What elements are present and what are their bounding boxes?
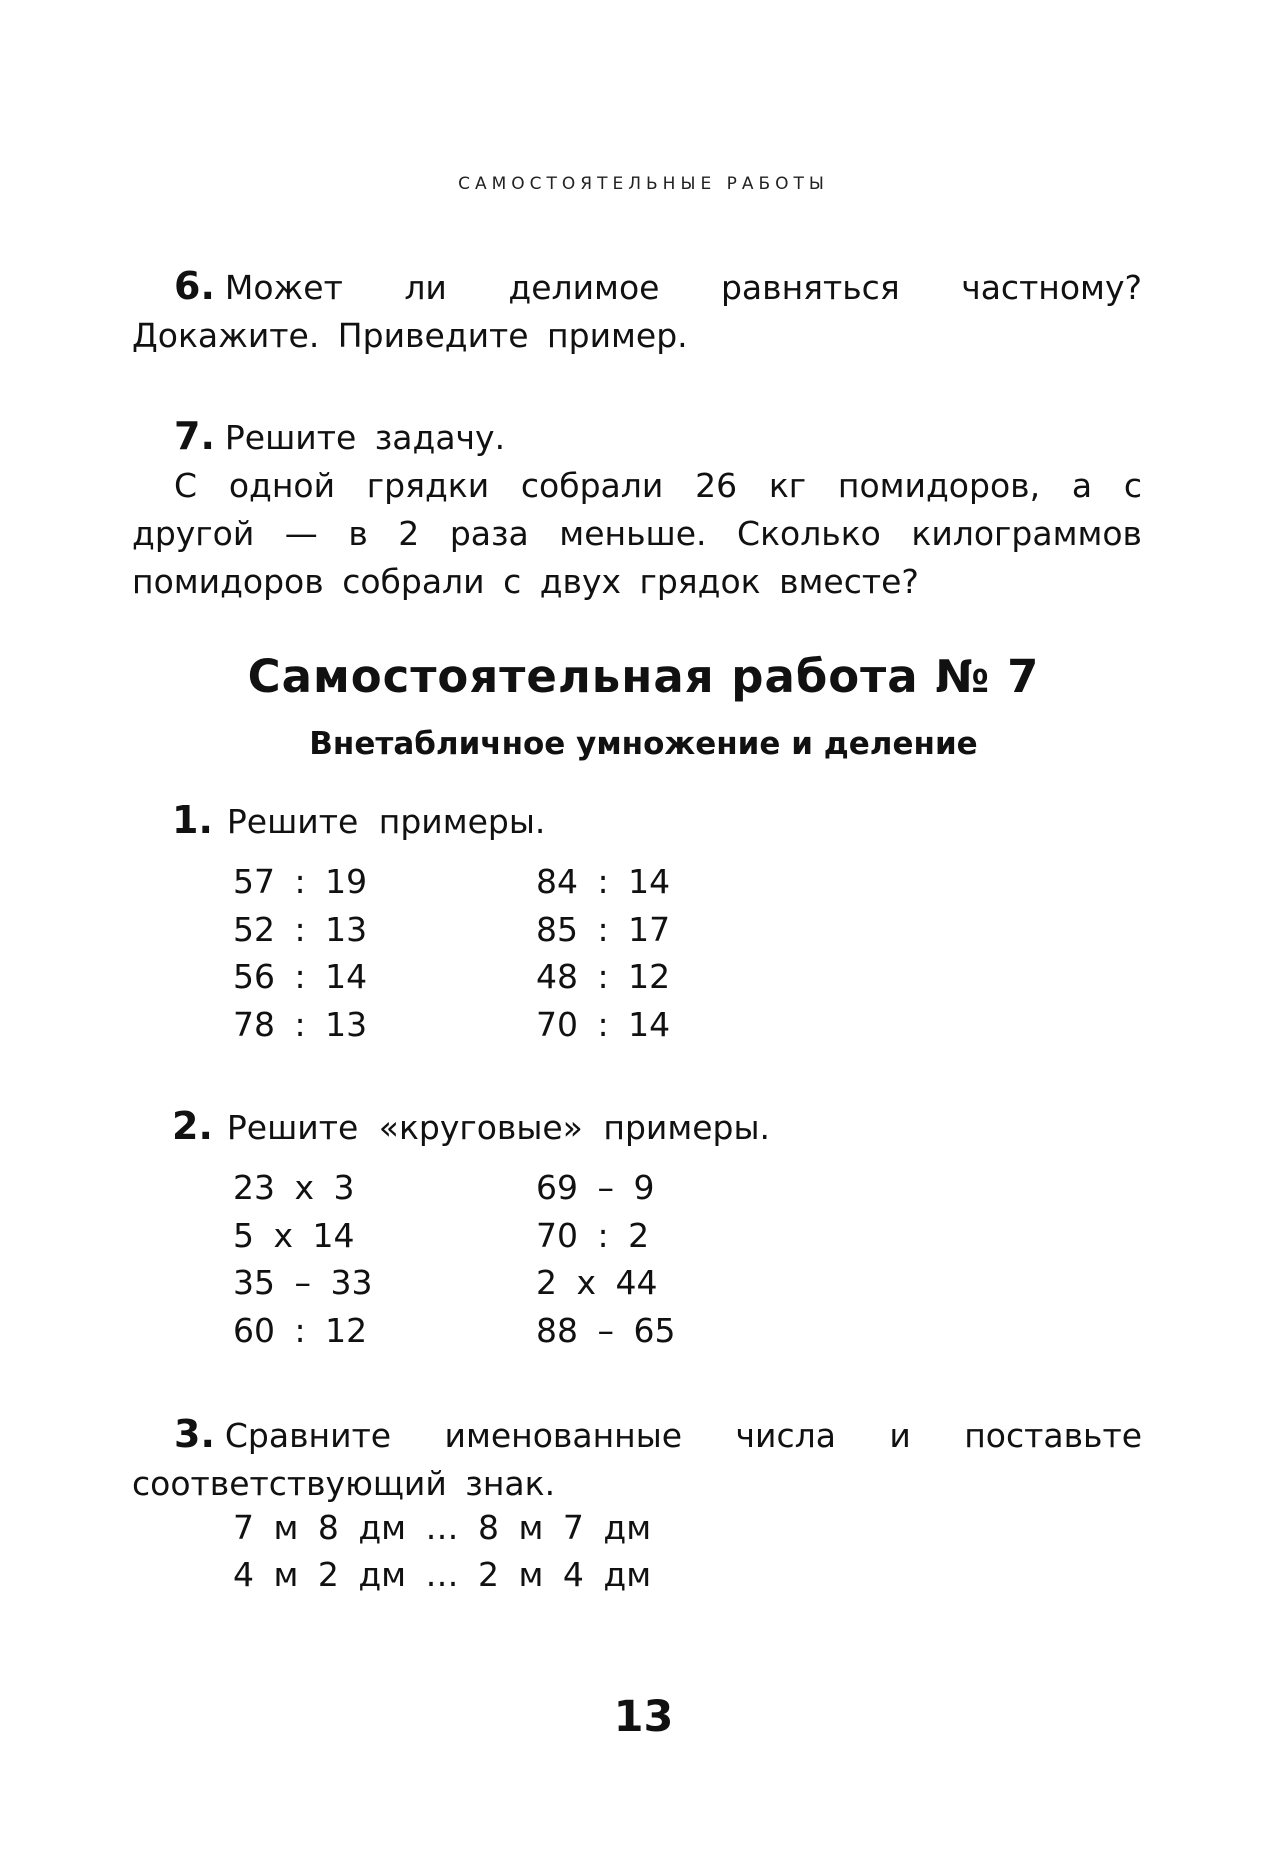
exercise-1-examples [233,862,833,1052]
exercise-3-number: 3. [174,1412,215,1456]
task-6-paragraph [132,262,1142,360]
example-right: 70 : 2 [536,1215,650,1255]
task-7-problem: С одной грядки собрали 26 кг помидоров, а с другой — в 2 раза меньше. Сколько килограммов помидоров собрали с двух грядок вместе? [132,466,1142,601]
example-right: 2 x 44 [536,1263,658,1302]
example-left: 5 x 14 [233,1215,355,1255]
exercise-2-examples [233,1168,833,1358]
exercise-1-heading-line [172,798,545,842]
comparison-line: 4 м 2 дм … 2 м 4 дм [233,1555,652,1594]
exercise-3-paragraph [132,1410,1142,1508]
example-row [233,1216,833,1264]
running-header: САМОСТОЯТЕЛЬНЫЕ РАБОТЫ [458,174,829,194]
exercise-1-number: 1. [172,798,213,842]
example-right: 85 : 17 [536,909,671,949]
comparison-line: 7 м 8 дм … 8 м 7 дм [233,1508,652,1547]
exercise-3-comparisons [233,1508,651,1602]
example-left: 57 : 19 [233,862,368,901]
example-right: 69 – 9 [536,1168,655,1207]
example-left: 35 – 33 [233,1263,373,1302]
example-left: 78 : 13 [233,1004,368,1044]
example-right: 48 : 12 [536,957,671,996]
example-row [233,1311,833,1359]
section-title: Самостоятельная работа № 7 [247,650,1040,703]
example-left: 56 : 14 [233,957,368,996]
example-right: 84 : 14 [536,862,671,901]
example-row [233,1168,833,1216]
task-7-heading: Решите задачу. [224,418,506,457]
task-7 [132,412,1142,606]
example-left: 23 x 3 [233,1168,355,1207]
exercise-3-text: Сравните именованные числа и поставьте соответствующий знак. [132,1416,1142,1503]
example-left: 52 : 13 [233,909,368,949]
task-6 [132,262,1142,360]
task-6-text: Может ли делимое равняться частному? Докажите. Приведите пример. [132,268,1142,355]
task-7-number: 7. [174,414,215,458]
task-6-number: 6. [174,264,215,308]
example-row [233,957,833,1005]
exercise-2-heading-line [172,1104,770,1148]
example-row [233,1005,833,1053]
example-row [233,862,833,910]
example-right: 88 – 65 [536,1310,676,1350]
example-row [233,910,833,958]
example-right: 70 : 14 [536,1004,671,1044]
page-number: 13 [613,1692,674,1742]
exercise-3 [132,1410,1142,1508]
task-7-heading-line [132,412,1142,462]
example-left: 60 : 12 [233,1310,368,1350]
exercise-2-heading: Решите «круговые» примеры. [226,1108,771,1147]
section-subtitle: Внетабличное умножение и деление [309,726,978,762]
exercise-1-heading: Решите примеры. [226,802,546,841]
example-row [233,1263,833,1311]
exercise-2-number: 2. [172,1104,213,1148]
